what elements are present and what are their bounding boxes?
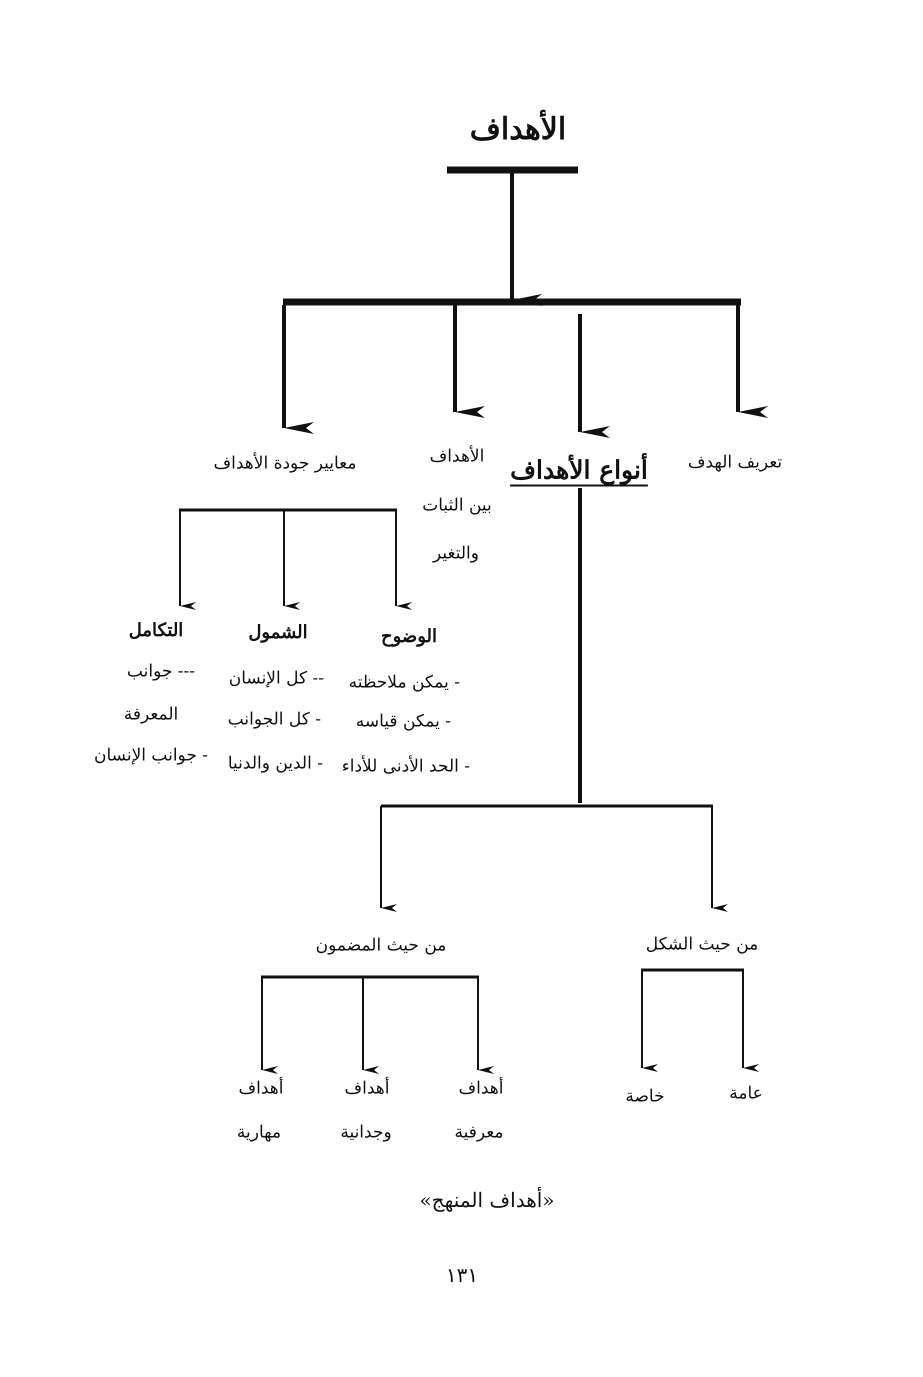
form-general: عامة xyxy=(729,1083,763,1104)
integration-item-2: المعرفة xyxy=(123,704,179,725)
figure-caption: «أهداف المنهج» xyxy=(419,1188,555,1212)
comprehensiveness-item-1: -- كل الإنسان xyxy=(228,668,324,689)
form-specific: خاصة xyxy=(625,1086,665,1107)
integration-title: التكامل xyxy=(128,620,184,641)
comprehensiveness-item-3: - الدين والدنيا xyxy=(227,753,323,774)
stability-node-line2: بين الثبات xyxy=(422,495,492,516)
integration-item-3: - جوانب الإنسان xyxy=(94,745,208,766)
by-content-node: من حيث المضمون xyxy=(315,935,447,956)
content-skill-line1: أهداف xyxy=(238,1078,284,1099)
clarity-title: الوضوح xyxy=(381,626,437,647)
quality-node: معايير جودة الأهداف xyxy=(213,453,357,474)
content-affective-line2: وجدانية xyxy=(340,1122,392,1143)
stability-node-line3: والتغير xyxy=(433,543,479,564)
clarity-item-1: - يمكن ملاحظته xyxy=(348,672,460,693)
content-cognitive-line2: معرفية xyxy=(454,1122,504,1143)
by-form-node: من حيث الشكل xyxy=(645,934,759,955)
comprehensiveness-title: الشمول xyxy=(248,622,308,643)
types-node: أنواع الأهداف xyxy=(510,455,648,485)
content-skill-line2: مهارية xyxy=(236,1122,282,1143)
content-cognitive-line1: أهداف xyxy=(458,1078,504,1099)
clarity-item-3: - الحد الأدنى للأداء xyxy=(341,756,470,777)
comprehensiveness-item-2: - كل الجوانب xyxy=(227,709,321,730)
clarity-item-2: - يمكن قياسه xyxy=(355,711,451,732)
definition-node: تعريف الهدف xyxy=(687,452,783,473)
page-number: ١٣١ xyxy=(445,1263,479,1287)
integration-item-1: --- جوانب xyxy=(126,661,195,682)
root-node: الأهداف xyxy=(469,112,567,147)
stability-node-line1: الأهداف xyxy=(429,446,485,467)
content-affective-line1: أهداف xyxy=(344,1078,390,1099)
